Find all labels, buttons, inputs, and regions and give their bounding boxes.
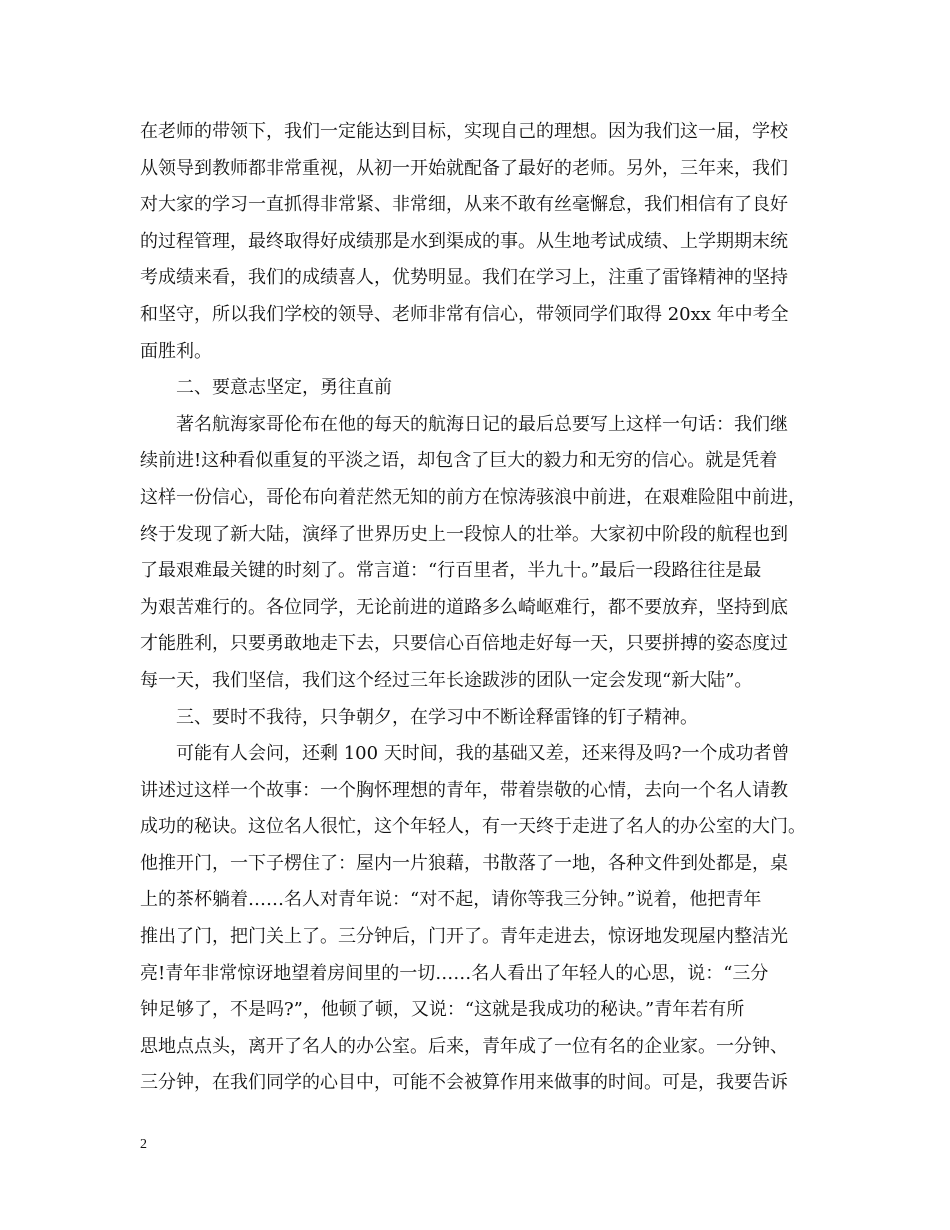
text-line: 在老师的带领下，我们一定能达到目标，实现自己的理想。因为我们这一届，学校 — [140, 121, 788, 142]
text-line: 上的茶杯躺着……名人对青年说：“对不起，请你等我三分钟。”说着，他把青年 — [140, 889, 762, 911]
text-line: 推出了门，把门关上了。三分钟后，门开了。青年走进去，惊讶地发现屋内整洁光 — [140, 926, 788, 948]
text-line: 二、要意志坚定，勇往直前 — [176, 377, 392, 399]
text-line: 对大家的学习一直抓得非常紧、非常细，从来不敢有丝毫懈怠，我们相信有了良好 — [140, 194, 788, 216]
text-line: 续前进!这种看似重复的平淡之语，却包含了巨大的毅力和无穷的信心。就是凭着 — [140, 450, 778, 472]
document-body — [140, 114, 830, 1102]
text-line: 三、要时不我待，只争朝夕，在学习中不断诠释雷锋的钉子精神。 — [176, 706, 698, 728]
text-line: 面胜利。 — [140, 340, 212, 362]
text-line: 从领导到教师都非常重视，从初一开始就配备了最好的老师。另外，三年来，我们 — [140, 157, 788, 179]
page-number: 2 — [140, 1137, 147, 1152]
text-line: 亮!青年非常惊讶地望着房间里的一切……名人看出了年轻人的心思，说：“三分 — [140, 962, 769, 984]
text-line: 才能胜利，只要勇敢地走下去，只要信心百倍地走好每一天，只要拼搏的姿态度过 — [140, 633, 788, 655]
text-line: 终于发现了新大陆，演绎了世界历史上一段惊人的壮举。大家初中阶段的航程也到 — [140, 523, 788, 545]
text-line: 考成绩来看，我们的成绩喜人，优势明显。我们在学习上，注重了雷锋精神的坚持 — [140, 267, 788, 289]
text-line: 钟足够了，不是吗?”，他顿了顿，又说：“这就是我成功的秘诀。”青年若有所 — [140, 999, 745, 1021]
text-line: 三分钟，在我们同学的心目中，可能不会被算作用来做事的时间。可是，我要告诉 — [140, 1072, 788, 1094]
text-line: 每一天，我们坚信，我们这个经过三年长途跋涉的团队一定会发现“新大陆”。 — [140, 669, 753, 691]
text-line: 了最艰难最关键的时刻了。常言道：“行百里者，半九十。”最后一段路往往是最 — [140, 560, 762, 582]
text-line: 为艰苦难行的。各位同学，无论前进的道路多么崎岖难行，都不要放弃，坚持到底 — [140, 596, 788, 618]
text-line: 成功的秘诀。这位名人很忙，这个年轻人，有一天终于走进了名人的办公室的大门。 — [140, 816, 806, 838]
text-line: 他推开门，一下子楞住了：屋内一片狼藉，书散落了一地，各种文件到处都是，桌 — [140, 852, 788, 874]
text-line: 思地点点头，离开了名人的办公室。后来，青年成了一位有名的企业家。一分钟、 — [140, 1035, 788, 1057]
text-line: 这样一份信心，哥伦布向着茫然无知的前方在惊涛骇浪中前进，在艰难险阻中前进， — [140, 486, 806, 508]
text-line: 可能有人会问，还剩 100 天时间，我的基础又差，还来得及吗?一个成功者曾 — [176, 743, 790, 765]
text-line: 的过程管理，最终取得好成绩那是水到渠成的事。从生地考试成绩、上学期期末统 — [140, 230, 788, 252]
text-line: 和坚守，所以我们学校的领导、老师非常有信心，带领同学们取得 20xx 年中考全 — [140, 303, 789, 325]
text-line: 著名航海家哥伦布在他的每天的航海日记的最后总要写上这样一句话：我们继 — [176, 413, 788, 435]
text-line: 讲述过这样一个故事：一个胸怀理想的青年，带着崇敬的心情，去向一个名人请教 — [140, 779, 788, 801]
